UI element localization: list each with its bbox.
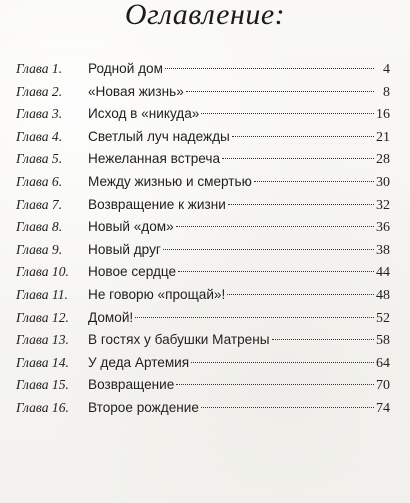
toc-row[interactable] <box>16 352 390 375</box>
chapter-title: Не говорю «прощай»! <box>88 286 226 302</box>
toc-row[interactable] <box>16 239 390 262</box>
toc-row[interactable] <box>16 126 390 149</box>
chapter-title: Домой! <box>88 309 134 325</box>
chapter-title: Нежеланная встреча <box>88 151 221 167</box>
chapter-title: Новое сердце <box>88 264 177 280</box>
toc-row[interactable] <box>16 397 390 420</box>
toc-row[interactable] <box>16 261 390 284</box>
chapter-label: Глава 6. <box>16 173 63 189</box>
page-number: 38 <box>376 242 390 258</box>
chapter-label: Глава 3. <box>16 106 63 122</box>
chapter-label: Глава 16. <box>16 399 69 415</box>
page-number: 32 <box>376 197 390 213</box>
chapter-title: Второе рождение <box>88 399 199 415</box>
table-of-contents <box>16 58 390 420</box>
dot-leader <box>272 339 375 340</box>
toc-row[interactable] <box>16 81 390 104</box>
chapter-label: Глава 10. <box>16 264 69 280</box>
chapter-label: Глава 15. <box>16 377 69 393</box>
dot-leader <box>186 91 374 92</box>
dot-leader <box>201 113 374 114</box>
page-number: 70 <box>376 378 390 394</box>
toc-row[interactable] <box>16 171 390 194</box>
dot-leader <box>163 249 374 250</box>
chapter-title: Исход в «никуда» <box>88 106 200 122</box>
page-number: 4 <box>383 62 390 77</box>
page-number: 28 <box>376 152 390 168</box>
dot-leader <box>222 158 374 159</box>
chapter-label: Глава 1. <box>16 61 63 76</box>
chapter-title: Родной дом <box>88 61 163 76</box>
chapter-title: В гостях у бабушки Матрены <box>88 332 270 348</box>
dot-leader <box>201 407 374 408</box>
chapter-label: Глава 5. <box>16 151 63 167</box>
chapter-label: Глава 9. <box>16 241 63 257</box>
toc-row[interactable] <box>16 103 390 126</box>
dot-leader <box>254 181 374 182</box>
chapter-label: Глава 7. <box>16 196 63 212</box>
page-number: 52 <box>376 310 390 326</box>
chapter-label: Глава 13. <box>16 332 69 348</box>
toc-row[interactable] <box>16 329 390 352</box>
chapter-title: Новый «дом» <box>88 219 174 235</box>
page-number: 58 <box>376 333 390 349</box>
chapter-title: Возвращение <box>88 377 175 393</box>
chapter-label: Глава 12. <box>16 309 69 325</box>
toc-row[interactable] <box>16 194 390 217</box>
chapter-label: Глава 11. <box>16 286 68 302</box>
toc-row[interactable] <box>16 284 390 307</box>
dot-leader <box>191 362 374 363</box>
toc-row[interactable] <box>16 307 390 330</box>
page-number: 44 <box>376 265 390 281</box>
page-title: Оглавление: <box>124 0 286 31</box>
page-number: 64 <box>376 355 390 371</box>
page-number: 36 <box>376 220 390 236</box>
chapter-title: Светлый луч надежды <box>88 128 230 144</box>
chapter-title: Возвращение к жизни <box>88 196 226 212</box>
dot-leader <box>178 271 374 272</box>
page-number: 8 <box>383 84 390 100</box>
chapter-title: У деда Артемия <box>88 354 190 370</box>
toc-row[interactable] <box>16 148 390 171</box>
dot-leader <box>232 136 374 137</box>
dot-leader <box>176 384 374 385</box>
dot-leader <box>227 294 374 295</box>
chapter-label: Глава 2. <box>16 83 63 99</box>
page-number: 16 <box>376 107 390 123</box>
page-number: 21 <box>376 129 390 145</box>
dot-leader <box>176 226 374 227</box>
page-number: 30 <box>376 174 390 190</box>
dot-leader <box>228 204 374 205</box>
dot-leader <box>165 68 374 69</box>
page-number: 48 <box>376 287 390 303</box>
chapter-title: «Новая жизнь» <box>88 83 184 99</box>
chapter-label: Глава 14. <box>16 354 69 370</box>
toc-row[interactable] <box>16 58 390 81</box>
toc-row[interactable] <box>16 216 390 239</box>
toc-row[interactable] <box>16 374 390 397</box>
page-number: 74 <box>376 400 390 416</box>
chapter-label: Глава 4. <box>16 128 63 144</box>
chapter-title: Новый друг <box>88 241 161 257</box>
dot-leader <box>135 317 374 318</box>
chapter-label: Глава 8. <box>16 219 63 235</box>
chapter-title: Между жизнью и смертью <box>88 173 252 189</box>
